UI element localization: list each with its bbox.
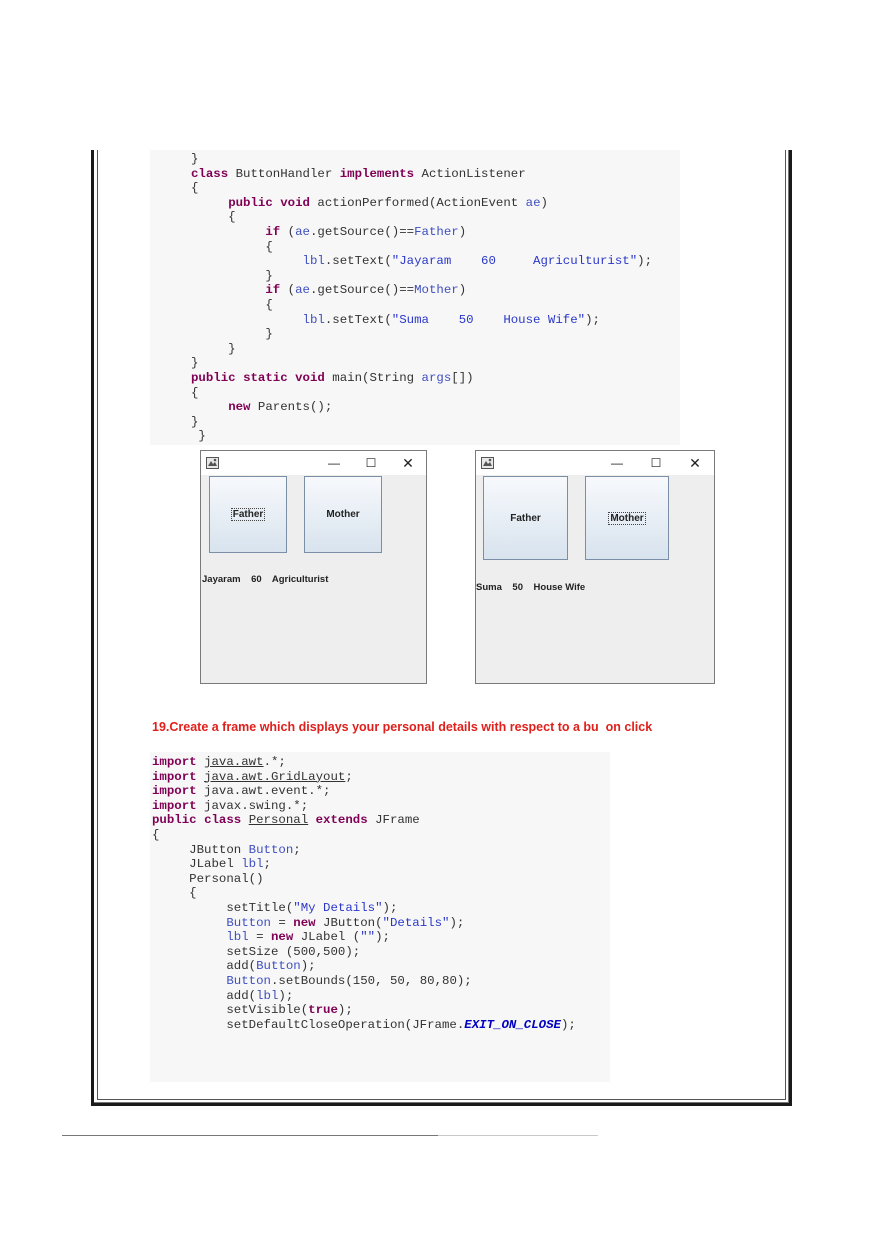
code-line xyxy=(152,989,576,1004)
mother-button[interactable] xyxy=(304,476,382,553)
code-line xyxy=(191,371,652,386)
code-token: { xyxy=(191,239,273,254)
code-token xyxy=(152,930,226,944)
code-token: Button xyxy=(256,959,301,974)
code-line xyxy=(152,1018,576,1033)
code-token xyxy=(191,196,228,210)
code-token: ) xyxy=(458,224,467,239)
code-token xyxy=(236,371,243,385)
code-token: = xyxy=(270,915,294,930)
code-token: java.awt xyxy=(204,755,264,769)
code-token: { xyxy=(191,297,273,312)
code-line xyxy=(152,930,576,945)
code-line xyxy=(152,755,576,770)
code-line xyxy=(191,386,652,401)
code-token xyxy=(241,813,248,827)
code-token: { xyxy=(191,210,236,225)
code-token: Personal xyxy=(248,813,309,828)
code-token: lbl xyxy=(302,312,325,327)
code-token xyxy=(197,813,204,827)
code-token: .setBounds(150, 50, 80,80); xyxy=(270,973,472,988)
code-token: } xyxy=(191,356,199,371)
code-token: lbl xyxy=(256,988,279,1003)
code-line xyxy=(191,356,652,371)
code-token: void xyxy=(280,195,310,210)
code-token: } xyxy=(191,152,199,166)
code-token: ); xyxy=(375,930,390,945)
code-token: []) xyxy=(451,370,474,385)
code-token xyxy=(191,283,265,297)
father-button[interactable] xyxy=(483,476,568,560)
code-token: class xyxy=(191,166,229,181)
code-token: "Details" xyxy=(382,915,450,930)
code-token: setVisible( xyxy=(152,1003,309,1018)
code-line xyxy=(152,872,576,887)
code-token: { xyxy=(152,886,197,901)
code-token: ButtonHandler xyxy=(228,166,340,181)
code-token: lbl xyxy=(302,254,325,269)
details-label: Jayaram 60 Agriculturist xyxy=(202,574,329,585)
code-token: ); xyxy=(337,1003,353,1018)
details-label: Suma 50 House Wife xyxy=(476,582,586,593)
code-token: public xyxy=(191,370,236,385)
code-line xyxy=(191,327,652,342)
code-line xyxy=(152,1003,576,1018)
code-token: ); xyxy=(560,1017,576,1032)
code-line xyxy=(191,152,652,167)
code-token: } xyxy=(191,268,273,283)
code-line xyxy=(152,770,576,785)
minimize-icon[interactable]: — xyxy=(611,456,623,470)
code-token: java.awt.event.*; xyxy=(196,784,331,799)
code-line xyxy=(152,959,576,974)
code-token: "My Details" xyxy=(293,900,383,915)
code-line xyxy=(152,843,576,858)
code-token: ); xyxy=(637,254,653,269)
code-token: public xyxy=(228,195,273,210)
code-token: import xyxy=(152,798,197,813)
code-token: Parents(); xyxy=(250,400,333,415)
code-token: ); xyxy=(585,312,600,327)
code-line xyxy=(191,269,652,284)
code-token: { xyxy=(191,385,199,400)
java-window-right xyxy=(475,450,715,684)
code-token: .*; xyxy=(263,755,286,769)
code-line xyxy=(152,945,576,960)
code-token: if xyxy=(265,283,281,298)
code-token: Button xyxy=(226,915,271,930)
code-token: setTitle( xyxy=(152,900,294,915)
code-line xyxy=(152,857,576,872)
mother-button-label: Mother xyxy=(610,512,644,524)
code-token: javax.swing.*; xyxy=(196,798,309,813)
code-token: .setText( xyxy=(324,312,392,327)
code-line xyxy=(191,429,652,444)
code-token xyxy=(152,974,226,988)
code-token: extends xyxy=(315,813,368,828)
code-token: EXIT_ON_CLOSE xyxy=(464,1017,561,1032)
code-token xyxy=(191,254,303,268)
code-token: static xyxy=(243,370,288,385)
code-block-top xyxy=(191,152,652,444)
code-line xyxy=(191,283,652,298)
code-token xyxy=(197,755,204,769)
code-token: lbl xyxy=(226,930,249,945)
code-line xyxy=(191,196,652,211)
code-token: "Jayaram 60 Agriculturist" xyxy=(391,254,638,269)
code-token: .getSource()== xyxy=(309,283,415,298)
code-token xyxy=(288,371,295,385)
code-token: Button xyxy=(248,842,294,857)
code-token: new xyxy=(228,400,251,415)
code-token: import xyxy=(152,755,197,769)
close-icon[interactable]: ✕ xyxy=(689,455,701,471)
code-token: JButton( xyxy=(315,915,383,930)
code-token: new xyxy=(270,930,294,945)
code-line xyxy=(191,298,652,313)
code-line xyxy=(152,813,576,828)
code-token: JButton xyxy=(152,842,249,857)
code-line xyxy=(191,342,652,357)
code-token: } xyxy=(191,414,199,429)
code-token xyxy=(191,225,265,239)
close-icon[interactable]: ✕ xyxy=(402,455,414,471)
code-line xyxy=(152,916,576,931)
code-line xyxy=(191,225,652,240)
code-token: args xyxy=(421,370,452,385)
code-token: ); xyxy=(382,900,398,915)
code-block-bottom xyxy=(152,755,576,1032)
code-token: ); xyxy=(449,915,465,930)
code-token: = xyxy=(248,930,271,945)
code-token: Button xyxy=(226,973,271,988)
code-token xyxy=(197,770,204,784)
code-token: implements xyxy=(339,166,415,181)
father-button[interactable] xyxy=(209,476,287,553)
code-token: JFrame xyxy=(367,813,420,828)
code-token: JLabel ( xyxy=(293,930,361,945)
father-button-label: Father xyxy=(232,509,264,520)
code-token: true xyxy=(308,1003,338,1018)
code-token: Personal() xyxy=(152,871,264,886)
code-token xyxy=(191,400,228,414)
code-token: ; xyxy=(293,842,301,857)
code-token: } xyxy=(191,341,236,356)
code-line xyxy=(191,400,652,415)
mother-button-label: Mother xyxy=(326,509,360,520)
code-line xyxy=(191,254,652,269)
code-line xyxy=(152,886,576,901)
code-token: ae xyxy=(295,224,310,239)
code-token: ); xyxy=(278,988,294,1003)
code-token: ); xyxy=(300,959,316,974)
code-token: java.awt.GridLayout xyxy=(204,769,346,784)
code-token: "" xyxy=(360,930,376,945)
code-token: ) xyxy=(540,195,548,210)
code-token: ) xyxy=(458,283,467,298)
code-token: ; xyxy=(263,857,271,872)
code-token: public xyxy=(152,813,197,828)
code-token: } xyxy=(191,327,273,342)
code-token: Father xyxy=(414,224,459,239)
code-line xyxy=(152,901,576,916)
code-token: { xyxy=(191,181,199,196)
code-line xyxy=(191,167,652,182)
code-line xyxy=(152,784,576,799)
code-token: void xyxy=(295,370,325,385)
code-token: new xyxy=(293,915,316,930)
code-token xyxy=(152,916,226,930)
code-token: .getSource()== xyxy=(309,224,415,239)
code-token: Mother xyxy=(414,283,459,298)
code-line xyxy=(191,313,652,328)
window-titlebar xyxy=(476,451,714,475)
footer-rule-faint xyxy=(438,1135,598,1136)
code-token: add( xyxy=(152,988,257,1003)
code-token: lbl xyxy=(241,857,264,872)
code-token: ae xyxy=(295,283,310,298)
code-line xyxy=(191,210,652,225)
code-token: JLabel xyxy=(152,857,242,872)
code-token: setDefaultCloseOperation(JFrame. xyxy=(152,1017,465,1032)
mother-button[interactable] xyxy=(585,476,669,560)
code-line xyxy=(152,974,576,989)
code-line xyxy=(152,828,576,843)
code-line xyxy=(191,240,652,255)
code-token: "Suma 50 House Wife" xyxy=(391,312,586,327)
code-token: import xyxy=(152,769,197,784)
code-token: { xyxy=(152,827,160,842)
code-line xyxy=(191,415,652,430)
code-token: ( xyxy=(280,224,296,239)
code-token xyxy=(308,813,315,827)
maximize-icon[interactable]: ☐ xyxy=(365,456,377,470)
code-token: setSize (500,500); xyxy=(152,944,361,959)
code-token xyxy=(191,313,303,327)
code-token: main(String xyxy=(324,370,422,385)
java-app-icon xyxy=(206,457,219,469)
window-titlebar xyxy=(201,451,426,475)
code-line xyxy=(152,799,576,814)
code-token: add( xyxy=(152,959,257,974)
code-line xyxy=(191,181,652,196)
code-token: ( xyxy=(280,283,296,298)
code-token: class xyxy=(204,813,242,828)
code-token: ActionListener xyxy=(414,166,526,181)
code-token: ; xyxy=(345,769,353,784)
section-heading: 19.Create a frame which displays your personal details with respect to a bu on click xyxy=(152,720,653,734)
code-token: actionPerformed(ActionEvent xyxy=(310,195,526,210)
father-button-label: Father xyxy=(510,512,541,524)
minimize-icon[interactable]: — xyxy=(328,456,340,470)
java-window-left xyxy=(200,450,427,684)
java-app-icon xyxy=(481,457,494,469)
code-token: if xyxy=(265,224,281,239)
code-token: import xyxy=(152,784,197,799)
maximize-icon[interactable]: ☐ xyxy=(650,456,662,470)
code-token: ae xyxy=(525,195,541,210)
footer-rule xyxy=(62,1135,438,1136)
code-token: } xyxy=(191,429,206,444)
code-token: .setText( xyxy=(324,254,392,269)
